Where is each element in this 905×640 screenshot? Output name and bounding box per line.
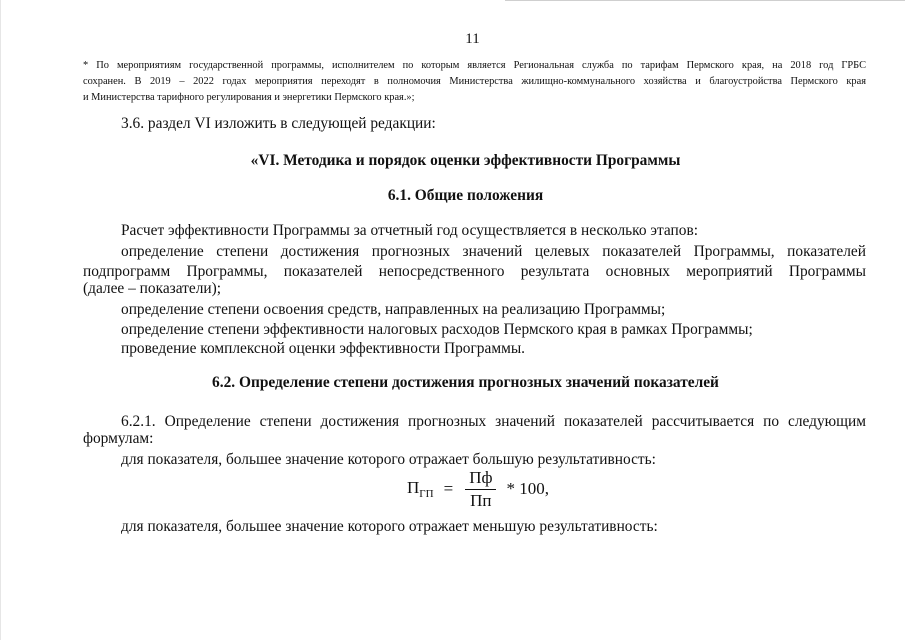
formula-lhs-subscript: ГП <box>419 488 434 500</box>
subsection-title-6-1: 6.1. Общие положения <box>387 187 544 204</box>
footnote-line-2: сохранен. В 2019 – 2022 годах мероприятия переходят в полномочия Министерства жилищно-коммунального хозяйства и благоустройства Пермского края <box>83 76 866 87</box>
list-item-1-line-1: определение степени достижения прогнозных значений целевых показателей Программы, показателей <box>121 243 866 260</box>
paragraph-6-2-1-line-2: формулам: <box>83 430 154 447</box>
footnote-line-3: и Министерства тарифного регулирования и энергетики Пермского края.»; <box>83 92 415 103</box>
section-title: «VI. Методика и порядок оценки эффективности Программы <box>250 152 681 169</box>
list-item-3: определение степени эффективности налоговых расходов Пермского края в рамках Программы; <box>121 321 753 338</box>
scan-edge-line <box>505 0 905 1</box>
amendment-text: 3.6. раздел VI изложить в следующей редакции: <box>121 115 436 132</box>
formula-numerator: Пф <box>465 469 496 490</box>
formula-denominator: Пп <box>470 490 492 510</box>
footnote-line-1: * По мероприятиям государственной программы, исполнителем по которым является Региональная служба по тарифам Пермского края, на 2018 год ГРБС <box>83 60 866 71</box>
subsection-title-6-2: 6.2. Определение степени достижения прогнозных значений показателей <box>212 374 719 391</box>
list-item-1-line-3: (далее – показатели); <box>83 280 222 297</box>
case-lesser-text: для показателя, большее значение которого отражает меньшую результативность: <box>121 518 658 535</box>
case-greater-text: для показателя, большее значение которого отражает большую результативность: <box>121 451 656 468</box>
list-item-4: проведение комплексной оценки эффективности Программы. <box>121 340 526 357</box>
formula-equals: = <box>443 479 454 498</box>
formula-fraction <box>465 469 496 510</box>
paragraph-6-2-1-line-1: 6.2.1. Определение степени достижения прогнозных значений показателей рассчитывается по следующим <box>121 413 866 430</box>
page-number: 11 <box>465 31 480 47</box>
list-item-1-line-2: подпрограмм Программы, показателей непосредственного результата основных мероприятий Программы <box>83 263 866 280</box>
list-item-2: определение степени освоения средств, направленных на реализацию Программы; <box>121 301 666 318</box>
formula-multiplier: * 100, <box>506 479 549 498</box>
formula-lhs <box>407 478 434 500</box>
formula-lhs-main: П <box>407 478 420 497</box>
scan-left-edge <box>0 0 1 640</box>
paragraph-intro: Расчет эффективности Программы за отчетный год осуществляется в несколько этапов: <box>121 222 699 239</box>
formula-pgp <box>407 465 549 513</box>
